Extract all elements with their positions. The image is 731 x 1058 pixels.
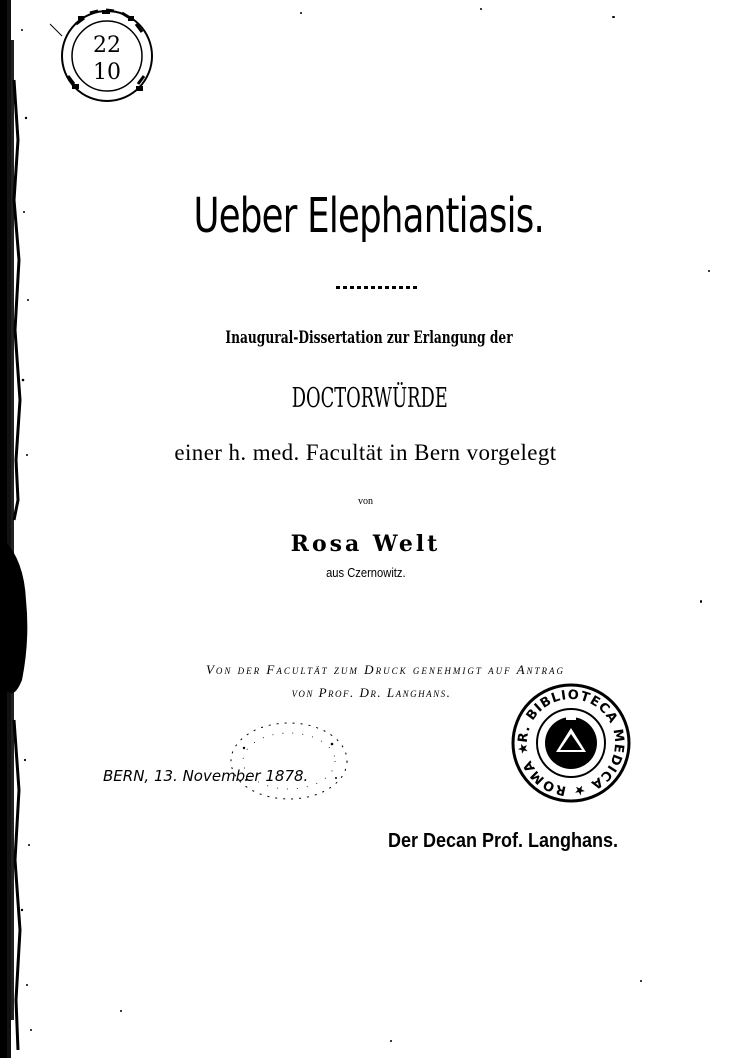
scan-speck xyxy=(120,1010,122,1012)
place-and-date: BERN, 13. November 1878. xyxy=(103,767,309,785)
by-label: von xyxy=(358,496,373,507)
library-stamp-top-left xyxy=(44,4,164,104)
svg-text:22: 22 xyxy=(93,33,121,58)
scan-speck xyxy=(612,16,615,18)
author-name: Rosa Welt xyxy=(290,531,441,557)
scan-speck xyxy=(708,270,710,272)
approval-line-1: Von der Facultät zum Druck genehmigt auf Antrag xyxy=(205,662,566,677)
dissertation-subtitle: Inaugural-Dissertation zur Erlangung der xyxy=(225,328,513,348)
svg-text:R. BIBLIOTECA MEDICA ★ ROMA ★: R. BIBLIOTECA MEDICA ★ ROMA ★ xyxy=(515,687,627,799)
faculty-line: einer h. med. Facultät in Bern vorgelegt xyxy=(174,440,557,465)
dean-signature-line: Der Decan Prof. Langhans. xyxy=(388,830,619,852)
scan-speck xyxy=(300,12,302,14)
library-stamp-bottom-right xyxy=(508,680,634,806)
binding-edge xyxy=(0,0,36,1058)
author-origin: aus Czernowitz. xyxy=(326,565,406,580)
scan-speck xyxy=(390,1040,392,1042)
scan-speck xyxy=(480,8,482,10)
dissertation-title: Ueber Elephantiasis. xyxy=(193,188,545,244)
approval-line-2: von Prof. Dr. Langhans. xyxy=(291,685,452,700)
scan-speck xyxy=(700,600,702,603)
svg-text:10: 10 xyxy=(93,60,121,85)
faint-seal-mark xyxy=(224,718,354,804)
title-ornament xyxy=(336,284,420,292)
scan-speck xyxy=(640,980,642,982)
degree-heading: DOCTORWÜRDE xyxy=(291,383,448,414)
